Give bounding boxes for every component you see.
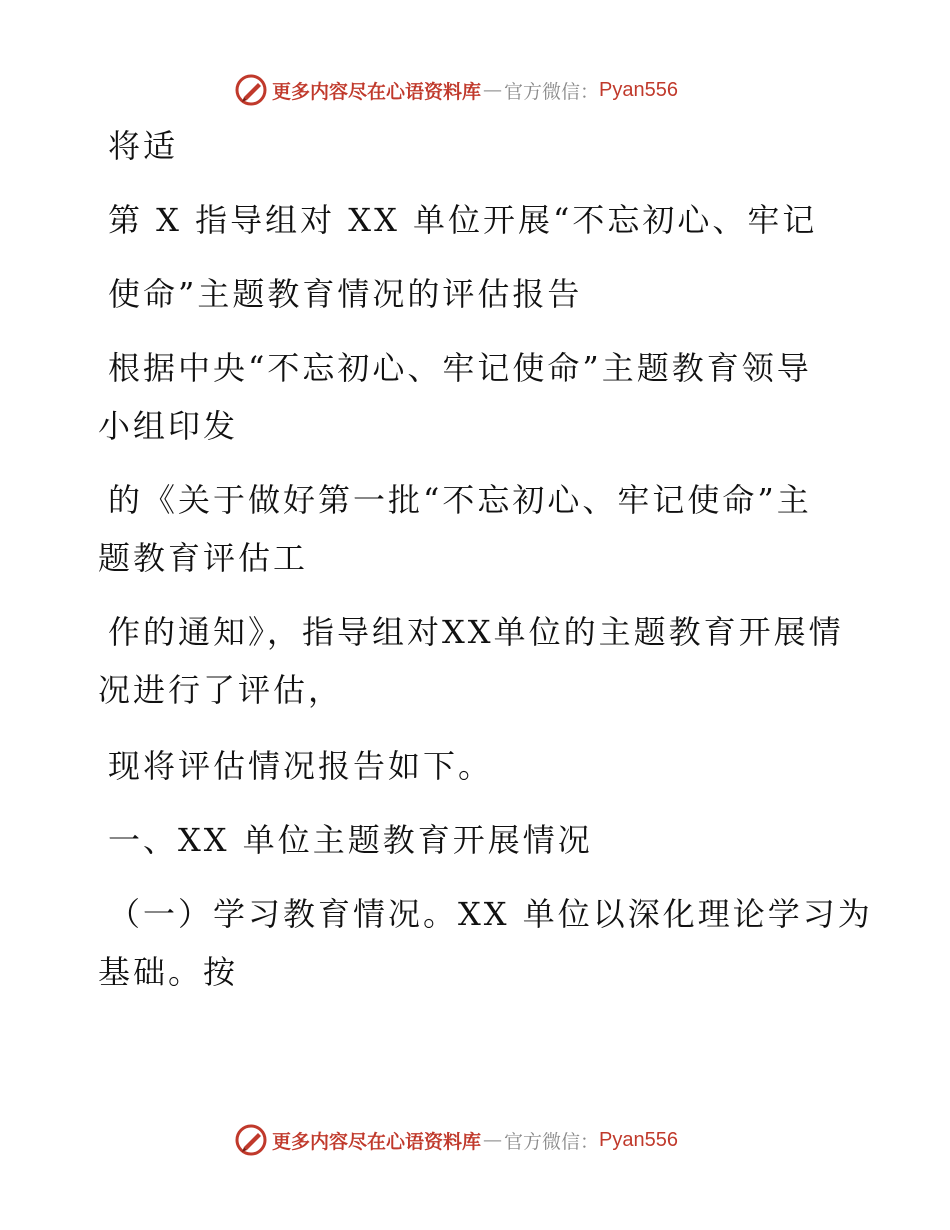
banner-dash: — bbox=[483, 79, 503, 101]
text-line-3: 使命”主题教育情况的评估报告 bbox=[108, 275, 583, 313]
footer-banner bbox=[234, 1122, 678, 1158]
text-line-1: 将适 bbox=[108, 127, 179, 165]
banner-wechat-id: Pyan556 bbox=[599, 78, 678, 101]
banner-text: 更多内容尽在心语资料库 bbox=[272, 80, 482, 103]
pen-logo-icon bbox=[234, 1123, 268, 1157]
banner-text: 更多内容尽在心语资料库 bbox=[272, 1130, 482, 1153]
text-line-2: 第 X 指导组对 XX 单位开展“不忘初心、牢记 bbox=[108, 201, 818, 239]
banner-wechat-label: 官方微信： bbox=[504, 80, 600, 103]
banner-dash: — bbox=[483, 1129, 503, 1151]
header-banner bbox=[234, 72, 678, 108]
banner-wechat-id: Pyan556 bbox=[599, 1128, 678, 1151]
text-line-11: 一、XX 单位主题教育开展情况 bbox=[108, 821, 593, 859]
text-line-9: 况进行了评估， bbox=[98, 671, 344, 709]
text-line-5: 小组印发 bbox=[98, 407, 239, 445]
text-line-10: 现将评估情况报告如下。 bbox=[108, 747, 494, 785]
text-line-7: 题教育评估工 bbox=[98, 539, 309, 577]
text-line-6: 的《关于做好第一批“不忘初心、牢记使命”主 bbox=[108, 481, 812, 519]
text-line-4: 根据中央“不忘初心、牢记使命”主题教育领导 bbox=[108, 349, 812, 387]
banner-wechat-label: 官方微信： bbox=[504, 1130, 600, 1153]
text-line-13: 基础。按 bbox=[98, 953, 239, 991]
text-line-12: （一）学习教育情况。XX 单位以深化理论学习为 bbox=[108, 895, 873, 933]
pen-logo-icon bbox=[234, 73, 268, 107]
text-line-8: 作的通知》，指导组对XX单位的主题教育开展情 bbox=[108, 613, 844, 651]
